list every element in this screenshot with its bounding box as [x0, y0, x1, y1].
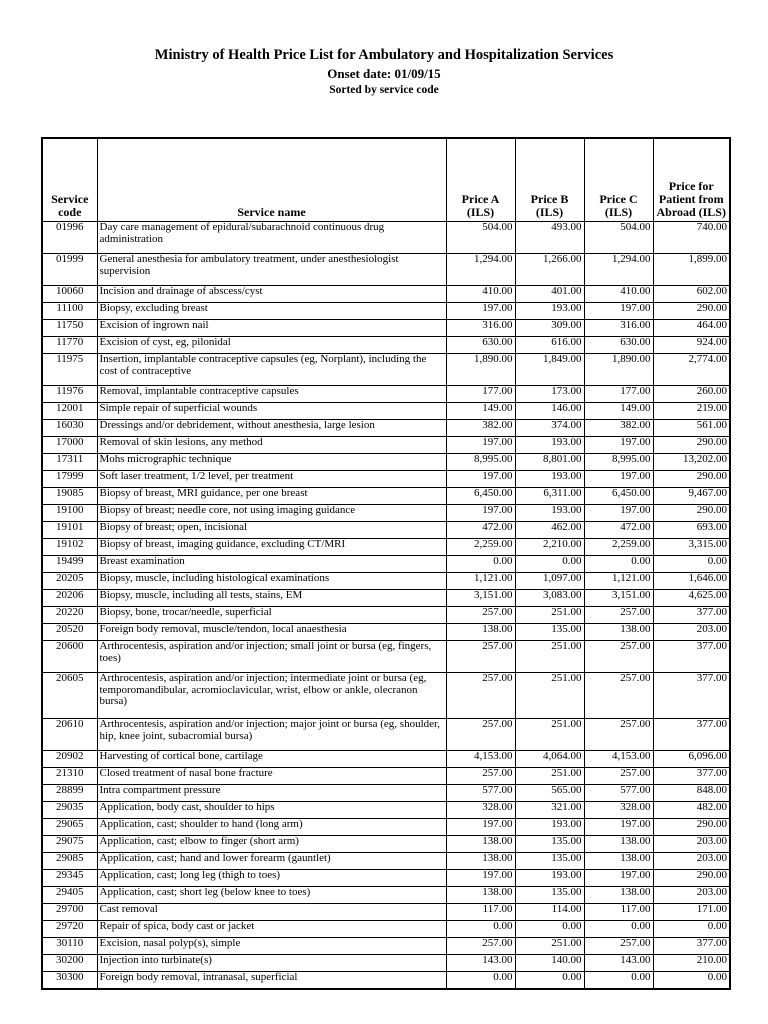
service-name-cell: Application, cast; short leg (below knee to toes) — [97, 887, 446, 904]
price-b-cell: 140.00 — [515, 955, 584, 972]
table-row — [42, 938, 730, 955]
service-name-cell: Application, cast; long leg (thigh to toes) — [97, 870, 446, 887]
price-c-cell: 138.00 — [584, 853, 653, 870]
table-row — [42, 286, 730, 303]
service-code-cell: 29035 — [42, 802, 97, 819]
price-b-cell: 135.00 — [515, 836, 584, 853]
price-a-cell: 149.00 — [446, 403, 515, 420]
price-b-cell: 309.00 — [515, 320, 584, 337]
table-row — [42, 607, 730, 624]
service-name-cell: Day care management of epidural/subarachnoid continuous drug administration — [97, 222, 446, 254]
price-b-cell: 251.00 — [515, 768, 584, 785]
price-abroad-cell: 0.00 — [653, 972, 730, 989]
price-abroad-cell: 0.00 — [653, 921, 730, 938]
price-a-cell: 504.00 — [446, 222, 515, 254]
table-row — [42, 573, 730, 590]
service-name-cell: Application, cast; shoulder to hand (long arm) — [97, 819, 446, 836]
table-row — [42, 751, 730, 768]
service-code-cell: 11770 — [42, 337, 97, 354]
price-a-cell: 0.00 — [446, 556, 515, 573]
price-table — [41, 137, 731, 990]
price-b-cell: 251.00 — [515, 607, 584, 624]
price-abroad-cell: 219.00 — [653, 403, 730, 420]
price-b-cell: 1,097.00 — [515, 573, 584, 590]
price-a-cell: 117.00 — [446, 904, 515, 921]
table-row — [42, 539, 730, 556]
price-abroad-cell: 1,899.00 — [653, 254, 730, 286]
col-header-name: Service name — [97, 138, 446, 222]
table-row — [42, 819, 730, 836]
price-b-cell: 193.00 — [515, 819, 584, 836]
table-row — [42, 222, 730, 254]
service-name-cell: Application, cast; elbow to finger (short arm) — [97, 836, 446, 853]
price-abroad-cell: 848.00 — [653, 785, 730, 802]
price-b-cell: 374.00 — [515, 420, 584, 437]
price-c-cell: 6,450.00 — [584, 488, 653, 505]
service-code-cell: 17000 — [42, 437, 97, 454]
price-b-cell: 114.00 — [515, 904, 584, 921]
service-code-cell: 28899 — [42, 785, 97, 802]
price-a-cell: 197.00 — [446, 870, 515, 887]
price-c-cell: 197.00 — [584, 505, 653, 522]
service-name-cell: Simple repair of superficial wounds — [97, 403, 446, 420]
price-b-cell: 8,801.00 — [515, 454, 584, 471]
service-name-cell: Insertion, implantable contraceptive capsules (eg, Norplant), including the cost of contraceptive — [97, 354, 446, 386]
price-c-cell: 197.00 — [584, 303, 653, 320]
price-a-cell: 197.00 — [446, 471, 515, 488]
price-c-cell: 257.00 — [584, 768, 653, 785]
document-header — [0, 45, 768, 99]
price-b-cell: 3,083.00 — [515, 590, 584, 607]
table-row — [42, 802, 730, 819]
price-b-cell: 193.00 — [515, 870, 584, 887]
price-b-cell: 251.00 — [515, 641, 584, 673]
table-row — [42, 454, 730, 471]
service-code-cell: 17999 — [42, 471, 97, 488]
service-name-cell: Breast examination — [97, 556, 446, 573]
price-abroad-cell: 377.00 — [653, 607, 730, 624]
price-c-cell: 149.00 — [584, 403, 653, 420]
table-row — [42, 887, 730, 904]
price-abroad-cell: 4,625.00 — [653, 590, 730, 607]
price-abroad-cell: 1,646.00 — [653, 573, 730, 590]
service-code-cell: 30200 — [42, 955, 97, 972]
table-row — [42, 420, 730, 437]
service-name-cell: Foreign body removal, intranasal, superficial — [97, 972, 446, 989]
price-a-cell: 257.00 — [446, 768, 515, 785]
price-b-cell: 1,849.00 — [515, 354, 584, 386]
price-b-cell: 462.00 — [515, 522, 584, 539]
price-abroad-cell: 377.00 — [653, 641, 730, 673]
service-code-cell: 11750 — [42, 320, 97, 337]
service-code-cell: 19100 — [42, 505, 97, 522]
service-name-cell: Biopsy, excluding breast — [97, 303, 446, 320]
price-c-cell: 472.00 — [584, 522, 653, 539]
price-b-cell: 135.00 — [515, 887, 584, 904]
service-code-cell: 20600 — [42, 641, 97, 673]
service-name-cell: Closed treatment of nasal bone fracture — [97, 768, 446, 785]
service-code-cell: 20520 — [42, 624, 97, 641]
price-c-cell: 0.00 — [584, 556, 653, 573]
price-b-cell: 321.00 — [515, 802, 584, 819]
price-a-cell: 410.00 — [446, 286, 515, 303]
price-abroad-cell: 693.00 — [653, 522, 730, 539]
service-code-cell: 29405 — [42, 887, 97, 904]
table-row — [42, 870, 730, 887]
price-b-cell: 193.00 — [515, 437, 584, 454]
price-a-cell: 8,995.00 — [446, 454, 515, 471]
price-c-cell: 257.00 — [584, 641, 653, 673]
price-c-cell: 410.00 — [584, 286, 653, 303]
service-code-cell: 29085 — [42, 853, 97, 870]
price-abroad-cell: 203.00 — [653, 887, 730, 904]
service-code-cell: 17311 — [42, 454, 97, 471]
col-header-price-abroad: Price for Patient from Abroad (ILS) — [653, 138, 730, 222]
price-abroad-cell: 602.00 — [653, 286, 730, 303]
price-a-cell: 138.00 — [446, 836, 515, 853]
service-name-cell: Soft laser treatment, 1/2 level, per treatment — [97, 471, 446, 488]
table-row — [42, 836, 730, 853]
service-code-cell: 29075 — [42, 836, 97, 853]
service-code-cell: 11975 — [42, 354, 97, 386]
price-b-cell: 4,064.00 — [515, 751, 584, 768]
service-code-cell: 19085 — [42, 488, 97, 505]
table-row — [42, 437, 730, 454]
price-c-cell: 177.00 — [584, 386, 653, 403]
table-row — [42, 303, 730, 320]
table-row — [42, 320, 730, 337]
table-row — [42, 488, 730, 505]
price-a-cell: 577.00 — [446, 785, 515, 802]
price-c-cell: 197.00 — [584, 437, 653, 454]
table-row — [42, 641, 730, 673]
price-b-cell: 173.00 — [515, 386, 584, 403]
price-c-cell: 257.00 — [584, 938, 653, 955]
service-code-cell: 30300 — [42, 972, 97, 989]
service-name-cell: Repair of spica, body cast or jacket — [97, 921, 446, 938]
price-a-cell: 197.00 — [446, 303, 515, 320]
table-row — [42, 768, 730, 785]
service-name-cell: Biopsy of breast, imaging guidance, excluding CT/MRI — [97, 539, 446, 556]
price-c-cell: 4,153.00 — [584, 751, 653, 768]
price-a-cell: 257.00 — [446, 719, 515, 751]
table-row — [42, 673, 730, 719]
price-c-cell: 630.00 — [584, 337, 653, 354]
price-c-cell: 0.00 — [584, 972, 653, 989]
service-code-cell: 19101 — [42, 522, 97, 539]
price-abroad-cell: 377.00 — [653, 673, 730, 719]
price-a-cell: 2,259.00 — [446, 539, 515, 556]
price-a-cell: 0.00 — [446, 972, 515, 989]
table-header-row — [42, 138, 730, 222]
price-c-cell: 197.00 — [584, 471, 653, 488]
table-row — [42, 522, 730, 539]
price-c-cell: 2,259.00 — [584, 539, 653, 556]
price-abroad-cell: 482.00 — [653, 802, 730, 819]
document-title: Ministry of Health Price List for Ambulatory and Hospitalization Services — [154, 47, 614, 63]
price-c-cell: 382.00 — [584, 420, 653, 437]
price-a-cell: 197.00 — [446, 505, 515, 522]
table-row — [42, 254, 730, 286]
price-c-cell: 504.00 — [584, 222, 653, 254]
price-abroad-cell: 740.00 — [653, 222, 730, 254]
table-row — [42, 785, 730, 802]
service-name-cell: Excision of cyst, eg, pilonidal — [97, 337, 446, 354]
service-code-cell: 29700 — [42, 904, 97, 921]
service-code-cell: 29065 — [42, 819, 97, 836]
price-b-cell: 0.00 — [515, 972, 584, 989]
price-a-cell: 138.00 — [446, 853, 515, 870]
service-name-cell: Biopsy of breast; needle core, not using imaging guidance — [97, 505, 446, 522]
service-code-cell: 20902 — [42, 751, 97, 768]
price-b-cell: 251.00 — [515, 673, 584, 719]
col-header-price-b: Price B (ILS) — [515, 138, 584, 222]
price-b-cell: 135.00 — [515, 853, 584, 870]
price-abroad-cell: 377.00 — [653, 938, 730, 955]
price-abroad-cell: 377.00 — [653, 719, 730, 751]
table-row — [42, 556, 730, 573]
price-abroad-cell: 6,096.00 — [653, 751, 730, 768]
service-code-cell: 19102 — [42, 539, 97, 556]
service-code-cell: 11100 — [42, 303, 97, 320]
price-abroad-cell: 203.00 — [653, 836, 730, 853]
service-name-cell: Biopsy, muscle, including all tests, stains, EM — [97, 590, 446, 607]
sort-note: Sorted by service code — [329, 84, 439, 96]
price-a-cell: 143.00 — [446, 955, 515, 972]
service-name-cell: Biopsy, bone, trocar/needle, superficial — [97, 607, 446, 624]
price-c-cell: 1,121.00 — [584, 573, 653, 590]
price-a-cell: 197.00 — [446, 819, 515, 836]
price-abroad-cell: 561.00 — [653, 420, 730, 437]
price-a-cell: 1,890.00 — [446, 354, 515, 386]
col-header-price-c: Price C (ILS) — [584, 138, 653, 222]
service-code-cell: 29345 — [42, 870, 97, 887]
table-row — [42, 921, 730, 938]
price-a-cell: 257.00 — [446, 641, 515, 673]
price-a-cell: 138.00 — [446, 887, 515, 904]
table-row — [42, 955, 730, 972]
service-name-cell: Application, cast; hand and lower forearm (gauntlet) — [97, 853, 446, 870]
price-b-cell: 251.00 — [515, 938, 584, 955]
service-code-cell: 10060 — [42, 286, 97, 303]
table-body — [42, 222, 730, 989]
price-b-cell: 146.00 — [515, 403, 584, 420]
price-c-cell: 117.00 — [584, 904, 653, 921]
service-name-cell: Harvesting of cortical bone, cartilage — [97, 751, 446, 768]
service-code-cell: 29720 — [42, 921, 97, 938]
service-name-cell: Biopsy, muscle, including histological examinations — [97, 573, 446, 590]
price-abroad-cell: 0.00 — [653, 556, 730, 573]
table-row — [42, 719, 730, 751]
price-abroad-cell: 290.00 — [653, 303, 730, 320]
price-b-cell: 0.00 — [515, 556, 584, 573]
service-name-cell: Dressings and/or debridement, without anesthesia, large lesion — [97, 420, 446, 437]
table-row — [42, 354, 730, 386]
service-name-cell: Biopsy of breast, MRI guidance, per one breast — [97, 488, 446, 505]
table-row — [42, 853, 730, 870]
table-row — [42, 904, 730, 921]
price-c-cell: 316.00 — [584, 320, 653, 337]
table-row — [42, 471, 730, 488]
service-name-cell: Mohs micrographic technique — [97, 454, 446, 471]
price-abroad-cell: 290.00 — [653, 437, 730, 454]
price-c-cell: 138.00 — [584, 836, 653, 853]
price-b-cell: 401.00 — [515, 286, 584, 303]
service-name-cell: Arthrocentesis, aspiration and/or injection; small joint or bursa (eg, fingers, toes) — [97, 641, 446, 673]
service-code-cell: 20605 — [42, 673, 97, 719]
price-b-cell: 6,311.00 — [515, 488, 584, 505]
price-c-cell: 257.00 — [584, 607, 653, 624]
price-a-cell: 0.00 — [446, 921, 515, 938]
price-abroad-cell: 290.00 — [653, 471, 730, 488]
service-name-cell: Intra compartment pressure — [97, 785, 446, 802]
table-row — [42, 972, 730, 989]
service-name-cell: Removal of skin lesions, any method — [97, 437, 446, 454]
price-a-cell: 328.00 — [446, 802, 515, 819]
price-c-cell: 577.00 — [584, 785, 653, 802]
service-name-cell: Arthrocentesis, aspiration and/or injection; intermediate joint or bursa (eg, temporomandibular, acromioclavicular, wrist, elbow or ankle, olecranon bursa) — [97, 673, 446, 719]
service-code-cell: 11976 — [42, 386, 97, 403]
price-a-cell: 630.00 — [446, 337, 515, 354]
price-b-cell: 193.00 — [515, 505, 584, 522]
service-code-cell: 16030 — [42, 420, 97, 437]
price-abroad-cell: 3,315.00 — [653, 539, 730, 556]
service-code-cell: 20220 — [42, 607, 97, 624]
price-a-cell: 257.00 — [446, 673, 515, 719]
price-a-cell: 4,153.00 — [446, 751, 515, 768]
onset-date: Onset date: 01/09/15 — [327, 66, 441, 81]
price-a-cell: 197.00 — [446, 437, 515, 454]
price-abroad-cell: 290.00 — [653, 505, 730, 522]
price-abroad-cell: 171.00 — [653, 904, 730, 921]
service-code-cell: 12001 — [42, 403, 97, 420]
price-abroad-cell: 2,774.00 — [653, 354, 730, 386]
service-name-cell: Excision of ingrown nail — [97, 320, 446, 337]
service-name-cell: Cast removal — [97, 904, 446, 921]
price-a-cell: 316.00 — [446, 320, 515, 337]
service-name-cell: Biopsy of breast; open, incisional — [97, 522, 446, 539]
service-name-cell: Removal, implantable contraceptive capsules — [97, 386, 446, 403]
table-row — [42, 386, 730, 403]
price-b-cell: 493.00 — [515, 222, 584, 254]
price-a-cell: 6,450.00 — [446, 488, 515, 505]
price-c-cell: 197.00 — [584, 819, 653, 836]
service-code-cell: 19499 — [42, 556, 97, 573]
price-abroad-cell: 13,202.00 — [653, 454, 730, 471]
price-b-cell: 135.00 — [515, 624, 584, 641]
table-row — [42, 403, 730, 420]
price-b-cell: 193.00 — [515, 303, 584, 320]
service-name-cell: General anesthesia for ambulatory treatment, under anesthesiologist supervision — [97, 254, 446, 286]
price-a-cell: 1,121.00 — [446, 573, 515, 590]
price-abroad-cell: 203.00 — [653, 853, 730, 870]
price-abroad-cell: 464.00 — [653, 320, 730, 337]
price-b-cell: 1,266.00 — [515, 254, 584, 286]
col-header-code: Service code — [42, 138, 97, 222]
service-code-cell: 01999 — [42, 254, 97, 286]
price-b-cell: 193.00 — [515, 471, 584, 488]
price-c-cell: 257.00 — [584, 719, 653, 751]
price-b-cell: 2,210.00 — [515, 539, 584, 556]
price-c-cell: 138.00 — [584, 624, 653, 641]
price-a-cell: 382.00 — [446, 420, 515, 437]
price-b-cell: 251.00 — [515, 719, 584, 751]
col-header-price-a: Price A (ILS) — [446, 138, 515, 222]
service-name-cell: Application, body cast, shoulder to hips — [97, 802, 446, 819]
price-a-cell: 257.00 — [446, 938, 515, 955]
service-name-cell: Foreign body removal, muscle/tendon, local anaesthesia — [97, 624, 446, 641]
service-name-cell: Injection into turbinate(s) — [97, 955, 446, 972]
service-name-cell: Arthrocentesis, aspiration and/or injection; major joint or bursa (eg, shoulder, hip, knee joint, subacromial bursa) — [97, 719, 446, 751]
service-code-cell: 30110 — [42, 938, 97, 955]
price-b-cell: 565.00 — [515, 785, 584, 802]
price-c-cell: 197.00 — [584, 870, 653, 887]
price-abroad-cell: 924.00 — [653, 337, 730, 354]
price-c-cell: 1,294.00 — [584, 254, 653, 286]
price-abroad-cell: 9,467.00 — [653, 488, 730, 505]
table-row — [42, 505, 730, 522]
table-row — [42, 590, 730, 607]
price-c-cell: 138.00 — [584, 887, 653, 904]
price-c-cell: 143.00 — [584, 955, 653, 972]
price-c-cell: 3,151.00 — [584, 590, 653, 607]
price-abroad-cell: 260.00 — [653, 386, 730, 403]
price-a-cell: 3,151.00 — [446, 590, 515, 607]
price-c-cell: 8,995.00 — [584, 454, 653, 471]
service-code-cell: 20205 — [42, 573, 97, 590]
service-code-cell: 01996 — [42, 222, 97, 254]
price-b-cell: 0.00 — [515, 921, 584, 938]
service-name-cell: Excision, nasal polyp(s), simple — [97, 938, 446, 955]
price-abroad-cell: 203.00 — [653, 624, 730, 641]
service-name-cell: Incision and drainage of abscess/cyst — [97, 286, 446, 303]
price-abroad-cell: 290.00 — [653, 870, 730, 887]
price-b-cell: 616.00 — [515, 337, 584, 354]
price-a-cell: 257.00 — [446, 607, 515, 624]
price-abroad-cell: 290.00 — [653, 819, 730, 836]
service-code-cell: 20610 — [42, 719, 97, 751]
price-a-cell: 472.00 — [446, 522, 515, 539]
price-c-cell: 1,890.00 — [584, 354, 653, 386]
price-c-cell: 257.00 — [584, 673, 653, 719]
price-abroad-cell: 377.00 — [653, 768, 730, 785]
table-row — [42, 624, 730, 641]
table-row — [42, 337, 730, 354]
service-code-cell: 20206 — [42, 590, 97, 607]
price-a-cell: 177.00 — [446, 386, 515, 403]
price-c-cell: 328.00 — [584, 802, 653, 819]
price-c-cell: 0.00 — [584, 921, 653, 938]
price-a-cell: 138.00 — [446, 624, 515, 641]
price-abroad-cell: 210.00 — [653, 955, 730, 972]
price-a-cell: 1,294.00 — [446, 254, 515, 286]
service-code-cell: 21310 — [42, 768, 97, 785]
